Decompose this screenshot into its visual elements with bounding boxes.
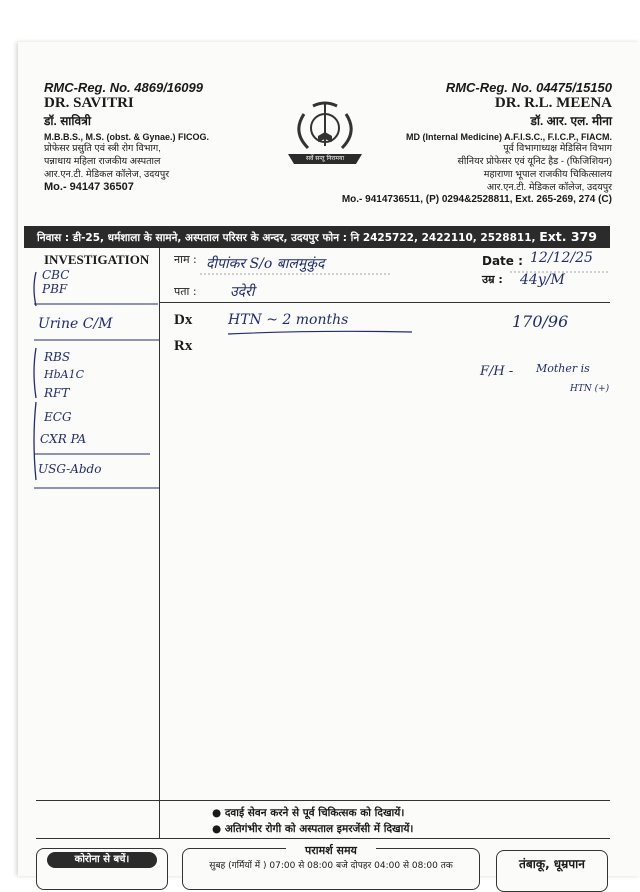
investigation-item: HbA1C — [44, 368, 84, 381]
address-label: पता : — [174, 285, 197, 298]
patient-underlines — [200, 270, 610, 290]
corona-box — [36, 848, 168, 890]
left-designation: प्रोफेसर प्रसुति एवं स्त्री रोग विभाग, — [44, 143, 161, 154]
right-doctor-name-hindi: डॉ. आर. एल. मीना — [530, 114, 612, 128]
investigation-title: INVESTIGATION — [44, 252, 150, 267]
right-reg-number: RMC-Reg. No. 04475/15150 — [445, 80, 612, 95]
corona-heading: कोरोना से बचें। — [47, 852, 157, 868]
age-label: उम्र : — [482, 273, 503, 286]
rx-label: Rx — [174, 338, 193, 354]
notice-2: ● अतिगंभीर रोगी को अस्पताल इमरजेंसी में दिखायें। — [212, 823, 414, 835]
date-value: 12/12/25 — [530, 250, 593, 266]
left-hospital: पन्नाधाय महिला राजकीय अस्पताल — [44, 156, 161, 167]
consult-title: परामर्श समय — [286, 843, 376, 858]
logo-motto: सर्वे सन्तु निरामया — [305, 155, 345, 162]
investigation-item: Urine C/M — [38, 316, 113, 332]
consult-time-box — [182, 844, 480, 890]
blood-pressure: 170/96 — [512, 312, 569, 331]
notice-bottom-line — [36, 838, 610, 839]
family-history-detail: HTN (+) — [570, 384, 610, 394]
right-doctor-header — [342, 80, 612, 205]
right-mobile: Mo.- 9414736511, (P) 0294&2528811, Ext. 265-269, 274 (C) — [341, 194, 612, 205]
right-designation-1: पूर्व विभागाध्यक्ष मेडिसिन विभाग — [503, 143, 612, 154]
left-mobile: Mo.- 94147 36507 — [44, 181, 134, 193]
investigation-item: RFT — [44, 386, 70, 400]
consult-time: सुबह (गर्मियों में ) 07:00 से 08:00 बजे दोपहर 04:00 से 08:00 तक — [209, 861, 453, 871]
investigation-item: PBF — [42, 282, 68, 296]
tobacco-box — [496, 850, 608, 892]
address-text: निवास : डी-25, धर्मशाला के सामने, अस्पताल परिसर के अन्दर, उदयपुर फोन : नि 2425722, 2422110, 2528811, — [37, 232, 536, 244]
left-qualification: M.B.B.S., M.S. (obst. & Gynae.) FICOG. — [44, 132, 210, 142]
investigation-item: RBS — [44, 350, 71, 364]
notice-1: ● दवाई सेवन करने से पूर्व चिकित्सक को दिखायें। — [212, 807, 405, 819]
diagnosis: HTN ~ 2 months — [228, 312, 349, 328]
right-qualification: MD (Internal Medicine) A.F.I.S.C., F.I.C.P., FIACM. — [405, 132, 612, 142]
investigation-item: CBC — [42, 268, 70, 282]
patient-info-divider — [159, 302, 610, 303]
date-label: Date : — [482, 254, 523, 268]
investigation-item: CXR PA — [40, 432, 87, 446]
address-ext: Ext. 379 — [539, 229, 597, 244]
address-band — [24, 226, 610, 248]
notice-top-line — [36, 800, 610, 801]
tobacco-text: तंबाकू, धूम्रपान — [519, 857, 585, 871]
right-college: आर.एन.टी. मेडिकल कॉलेज, उदयपुर — [486, 182, 612, 193]
family-history-prefix: F/H - — [480, 364, 514, 379]
left-college: आर.एन.टी. मेडिकल कॉलेज, उदयपुर — [44, 169, 170, 180]
left-doctor-name-hindi: डॉ. सावित्री — [44, 114, 91, 128]
right-designation-2: सीनियर प्रोफेसर एवं यूनिट हैड - (फिजिशियन) — [457, 156, 612, 167]
name-label: नाम : — [174, 253, 197, 266]
patient-address: उदेरी — [230, 284, 255, 300]
diagnosis-underline — [226, 328, 416, 338]
age-value: 44y/M — [520, 272, 565, 288]
left-doctor-name: DR. SAVITRI — [44, 95, 134, 111]
family-history: Mother is — [536, 362, 590, 375]
notice-1-text: दवाई सेवन करने से पूर्व चिकित्सक को दिखायें। — [224, 807, 405, 819]
left-doctor-header — [44, 80, 209, 193]
notice-2-text: अतिगंभीर रोगी को अस्पताल इमरजेंसी में दिखायें। — [224, 823, 414, 835]
patient-name: दीपांकर S/o बालमुकुंद — [206, 256, 325, 272]
right-doctor-name: DR. R.L. MEENA — [494, 95, 612, 111]
investigation-item: ECG — [44, 410, 72, 424]
left-reg-number: RMC-Reg. No. 4869/16099 — [44, 80, 203, 95]
investigation-item: USG-Abdo — [38, 462, 102, 476]
investigation-annotations — [30, 270, 160, 495]
right-hospital: महाराणा भूपाल राजकीय चिकित्सालय — [483, 169, 612, 180]
dx-label: Dx — [174, 312, 193, 328]
